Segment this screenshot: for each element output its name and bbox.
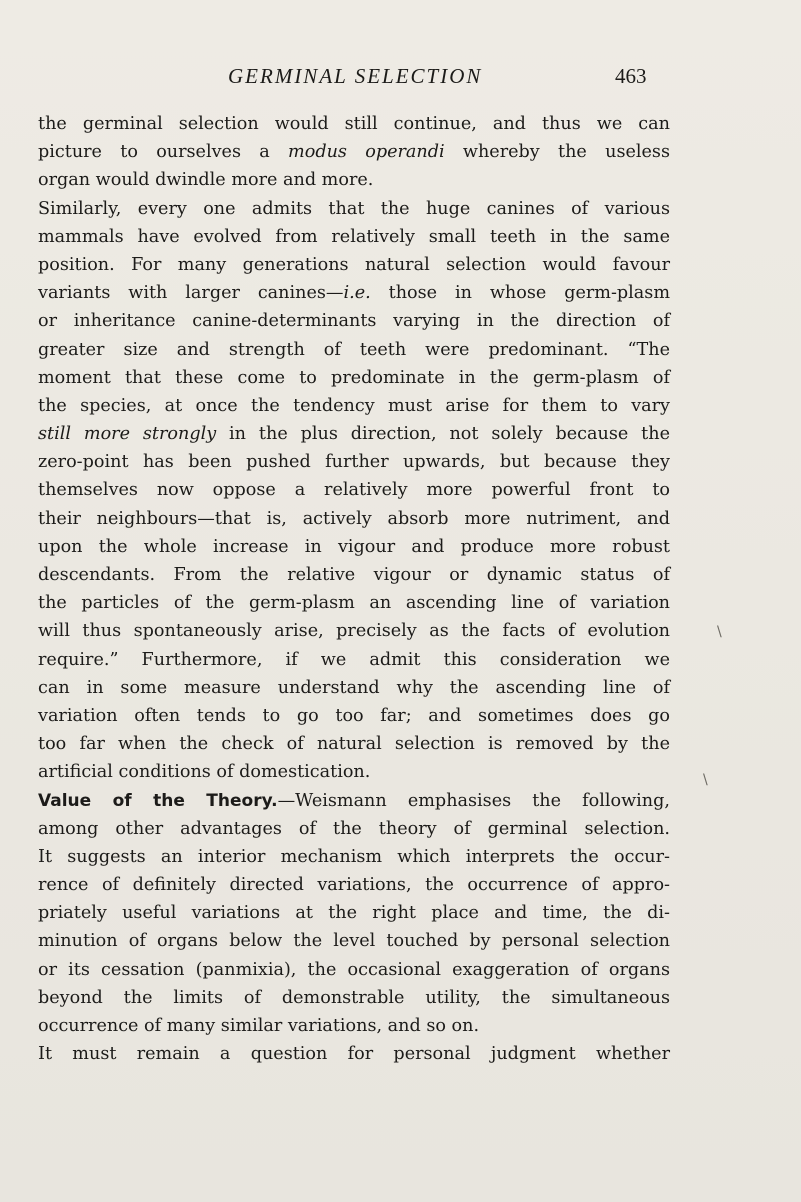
text-line: can in some measure understand why the ascending line of xyxy=(38,677,670,698)
text-line: zero-point has been pushed further upwards, but because they xyxy=(38,452,670,473)
text-line: or its cessation (panmixia), the occasional exaggeration of organs xyxy=(38,959,670,980)
text-line: greater size and strength of teeth were predominant. “The xyxy=(38,339,670,360)
text-segment: —Weismann emphasises the following, xyxy=(277,790,670,811)
text-segment: variants with larger canines— xyxy=(38,283,344,304)
text-line: require.” Furthermore, if we admit this consideration we xyxy=(38,649,670,670)
text-line: It must remain a question for personal judgment whether xyxy=(38,1044,670,1065)
text-line: or inheritance canine-determinants varying in the direction of xyxy=(38,311,670,332)
text-line: the germinal selection would still continue, and thus we can xyxy=(38,114,670,134)
text-line xyxy=(38,279,670,307)
text-segment: in the plus direction, not solely because the xyxy=(216,424,670,445)
text-line: occurrence of many similar variations, and so on. xyxy=(38,1016,480,1036)
text-line: It suggests an interior mechanism which interprets the occur- xyxy=(38,846,670,867)
text-line xyxy=(38,420,670,448)
margin-mark: \ xyxy=(703,772,708,788)
text-line xyxy=(38,787,670,815)
running-title: GERMINAL SELECTION xyxy=(228,64,483,88)
text-line: moment that these come to predominate in the germ-plasm of xyxy=(38,367,670,388)
text-segment: whereby the useless xyxy=(444,142,670,163)
text-line: artificial conditions of domestication. xyxy=(38,762,371,783)
text-line: mammals have evolved from relatively small teeth in the same xyxy=(38,226,670,247)
text-line: rence of definitely directed variations, the occurrence of appro- xyxy=(38,875,670,896)
page-header xyxy=(0,64,801,94)
text-segment: picture to ourselves a xyxy=(38,142,289,163)
italic-phrase: i.e. xyxy=(343,283,371,304)
text-line: variation often tends to go too far; and sometimes does go xyxy=(38,705,670,726)
text-segment: those in whose germ-plasm xyxy=(370,283,671,304)
text-line: upon the whole increase in vigour and produce more robust xyxy=(38,536,670,557)
text-line: themselves now oppose a relatively more powerful front to xyxy=(38,480,670,501)
text-line: organ would dwindle more and more. xyxy=(38,170,374,191)
margin-mark: \ xyxy=(717,624,722,640)
text-line: Similarly, every one admits that the huge canines of various xyxy=(38,198,670,219)
italic-phrase: still more strongly xyxy=(38,424,217,445)
text-line xyxy=(38,138,670,166)
text-line: among other advantages of the theory of germinal selection. xyxy=(38,818,670,839)
text-line: beyond the limits of demonstrable utility, the simultaneous xyxy=(38,987,670,1008)
text-line: the particles of the germ-plasm an ascending line of variation xyxy=(38,593,670,614)
text-line: their neighbours—that is, actively absorb more nutriment, and xyxy=(38,508,670,529)
text-line: the species, at once the tendency must arise for them to vary xyxy=(38,395,670,416)
page-number: 463 xyxy=(615,64,647,88)
text-line: will thus spontaneously arise, precisely as the facts of evolution xyxy=(38,621,670,642)
text-line: position. For many generations natural selection would favour xyxy=(38,254,670,275)
text-line: minution of organs below the level touched by personal selection xyxy=(38,931,670,952)
text-line: priately useful variations at the right place and time, the di- xyxy=(38,903,670,924)
body-text xyxy=(38,110,670,1068)
text-line: too far when the check of natural selection is removed by the xyxy=(38,734,670,755)
text-line: descendants. From the relative vigour or dynamic status of xyxy=(38,565,670,585)
section-heading: Value of the Theory. xyxy=(38,790,278,811)
italic-phrase: modus operandi xyxy=(288,142,445,163)
